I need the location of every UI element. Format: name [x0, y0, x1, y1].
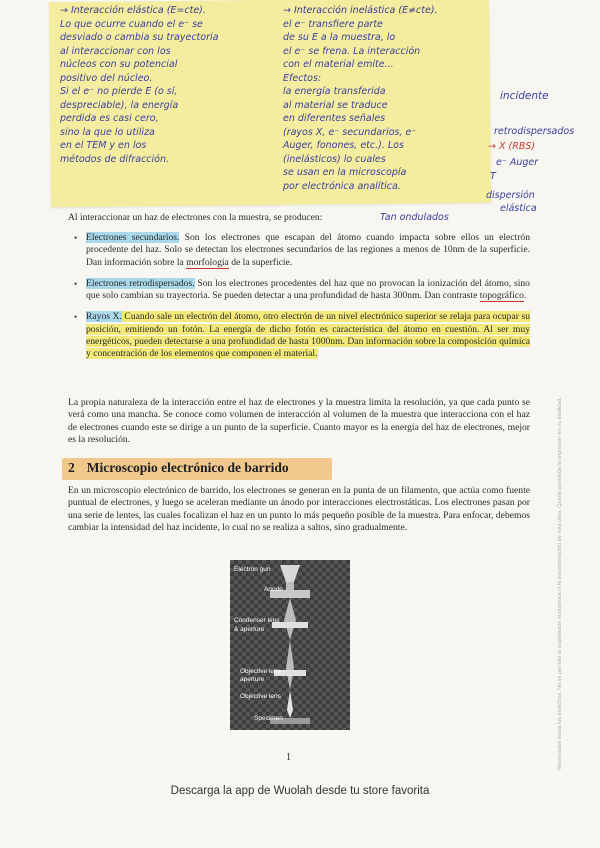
handwritten-line: Lo que ocurre cuando el e⁻ se	[60, 18, 203, 30]
label-anode: Anode	[264, 586, 283, 593]
margin-note-auger: e⁻ Auger	[496, 157, 539, 168]
handwritten-line: Si el e⁻ no pierde E (o sí,	[60, 86, 178, 97]
label-objective-aperture: Objective lens	[240, 668, 281, 675]
sticky-note-left-column	[60, 4, 265, 166]
intro-text: Al interaccionar un haz de electrones con la muestra, se producen:	[68, 212, 323, 223]
margin-note-bottom: Tan ondulados	[380, 212, 449, 223]
label-electron-gun: Electron gun	[234, 566, 271, 573]
handwritten-line: métodos de difracción.	[60, 153, 170, 165]
label-objective-lens: Objective lens	[240, 693, 281, 700]
item-text: Son los electrones procedentes del haz que no provocan la ionización del átomo, sino que solo cambian su trayectoria. Se pueden detectar a una profundidad de hasta 300nm. Dan contraste	[86, 277, 530, 302]
list-item-secundarios	[70, 232, 530, 269]
item-text: Son los electrones que escapan del átomo cuando impacta sobre ellos un electrón procedente del haz. Solo se detectan los electrones secundarios de las regiones a menos de 10nm de la superficie. Dan información sobre la	[86, 232, 530, 268]
handwritten-line: en diferentes señales	[283, 113, 386, 124]
footer-text: Descarga la app de Wuolah desde tu store favorita	[170, 785, 430, 797]
right-heading: → Interacción inelástica (E≠cte).	[283, 5, 438, 16]
left-lines	[60, 18, 265, 167]
section-heading	[68, 460, 289, 476]
list-item-retrodispersados	[70, 278, 530, 303]
term-rayos-x: Rayos X.	[86, 311, 122, 323]
margin-note-rx: → X (RBS)	[488, 141, 536, 152]
margin-note-t: T	[490, 171, 496, 182]
paragraph-resolution: La propia naturaleza de la interacción entre el haz de electrones y la muestra limita la resolución, ya que cada punto se verá como una mancha. Se conoce como volumen de interacción al volumen de la muestra que interacciona con el haz de electrones cuando este se dirige a un punto de la superficie. Cuanto mayor es la energía del haz de electrones, mejor es la resolución.	[68, 397, 530, 445]
left-heading: → Interacción elástica (E=cte).	[60, 5, 206, 16]
handwritten-line: despreciable), la energía	[60, 99, 179, 111]
bullet-icon: •	[74, 233, 78, 243]
list-item-rayos-x	[70, 311, 530, 360]
label-aperture: & aperture	[234, 626, 265, 633]
handwritten-line: con el material emite...	[283, 59, 394, 70]
label-condenser: Condenser lens	[234, 617, 280, 624]
handwritten-line: desviado o cambia su trayectoria	[60, 32, 219, 43]
handwritten-line: (rayos X, e⁻ secundarios, e⁻	[283, 126, 417, 138]
handwritten-line: al material se traduce	[283, 99, 388, 111]
handwritten-line: perdida es casi cero,	[60, 113, 159, 124]
handwritten-line: en el TEM y en los	[60, 140, 147, 151]
term-secundarios: Electrones secundarios.	[86, 232, 180, 243]
handwritten-line: Auger, fonones, etc.). Los	[283, 140, 404, 151]
right-lines	[283, 18, 478, 194]
section-title: Microscopio electrónico de barrido	[86, 460, 289, 475]
item-tail: de la superficie.	[228, 256, 293, 268]
sem-column-drawing	[230, 560, 350, 730]
handwritten-line: al interaccionar con los	[60, 45, 171, 57]
handwritten-line: positivo del núcleo.	[60, 72, 153, 84]
keyword-topografico: topográfico	[479, 290, 524, 302]
handwritten-line: el e⁻ se frena. La interacción	[283, 45, 421, 57]
handwritten-line: sino la que lo utiliza	[60, 126, 155, 138]
sem-diagram-figure	[230, 560, 350, 730]
margin-note-dispersion: dispersión	[486, 190, 535, 201]
side-copyright: Reservados todos los derechos. No se permite la explotación económica ni la transformación de esta obra. Queda permitida la impresión en su totalidad.	[557, 397, 563, 770]
paragraph-sem: En un microscopio electrónico de barrido, los electrones se generan en la punta de un filamento, que actúa como fuente puntual de electrones, y luego se aceleran mediante un ánodo por interacciones electrostáticas. Los electrones pasan por una serie de lentes, las cuales focalizan el haz en un punto lo más pequeño posible de la muestra. Para enfocar, debemos cambiar la intensidad del haz incidente, lo cual no se realiza a saltos, sino gradualmente.	[68, 485, 530, 533]
handwritten-line: Efectos:	[283, 72, 322, 84]
margin-note-retrodispersados: retrodispersados	[494, 126, 575, 137]
signal-list	[70, 232, 530, 370]
sticky-note-right-column	[283, 4, 478, 193]
section-number: 2	[68, 460, 75, 475]
handwritten-line: por electrónica analítica.	[283, 180, 401, 192]
margin-note-incidente: incidente	[500, 90, 549, 102]
handwritten-line: de su E a la muestra, lo	[283, 32, 396, 43]
bullet-icon: •	[74, 278, 78, 289]
page-number: 1	[286, 752, 291, 763]
item-text: Cuando sale un electrón del átomo, otro electrón de un nivel electrónico superior se relaja para ocupar su posición, emitiendo un fotón. La energía de dicho fotón es característica del átomo en cuestión. Al ser muy energéticos, pueden detectarse a una profundidad de hasta 1000nm. Dan información sobre la composición química y concentración de los elementos que componen el material.	[86, 311, 530, 360]
keyword-morfologia: morfología	[186, 256, 229, 268]
handwritten-line: se usan en la microscopía	[283, 167, 407, 178]
handwritten-line: la energía transferida	[283, 86, 386, 97]
term-retrodispersados: Electrones retrodispersados.	[86, 277, 195, 289]
item-tail: .	[523, 290, 527, 302]
label-specimen: Specimen	[254, 715, 283, 722]
handwritten-line: núcleos con su potencial	[60, 59, 178, 70]
margin-note-elastica: elástica	[500, 203, 537, 214]
handwritten-line: el e⁻ transfiere parte	[283, 18, 383, 30]
handwritten-line: (inelásticos) lo cuales	[283, 153, 386, 165]
label-objective-aperture-2: aperture	[240, 676, 265, 683]
bullet-icon: •	[74, 312, 78, 323]
